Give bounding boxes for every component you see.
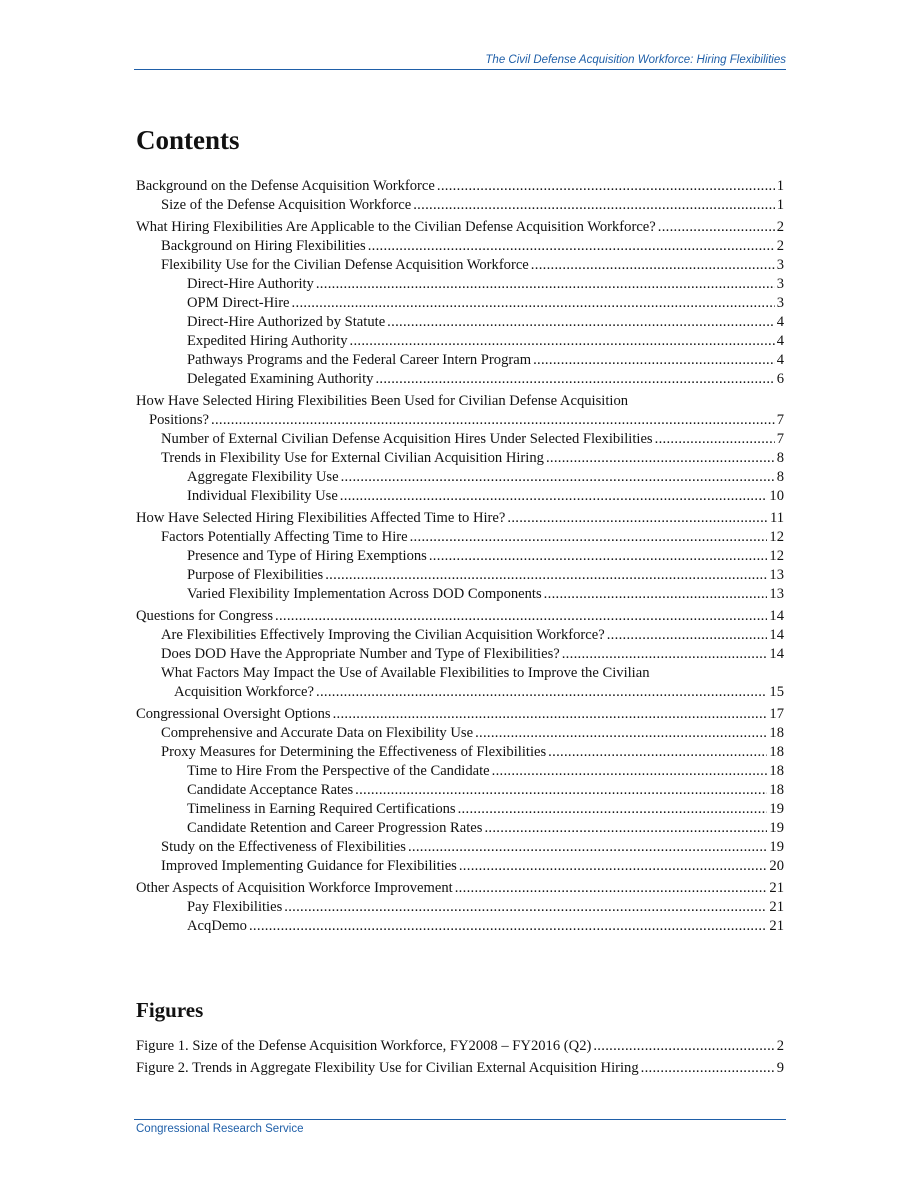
dot-leader — [340, 487, 768, 506]
toc-entry[interactable] — [136, 275, 784, 294]
toc-entry-page-number: 18 — [769, 782, 784, 798]
figure-entry-title: Figure 2. Trends in Aggregate Flexibility Use for Civilian External Acquisition Hiring — [136, 1060, 639, 1076]
dot-leader — [484, 819, 767, 838]
toc-entry-title: Timeliness in Earning Required Certifications — [187, 801, 456, 817]
toc-entry-title: Direct-Hire Authorized by Statute — [187, 314, 386, 330]
toc-entry-title: Questions for Congress — [136, 608, 274, 624]
toc-entry[interactable] — [136, 218, 784, 237]
toc-entry-page-number: 6 — [776, 371, 784, 387]
toc-entry[interactable] — [136, 724, 784, 743]
toc-entry-page-number: 19 — [769, 839, 784, 855]
toc-entry-page-number: 14 — [769, 627, 784, 643]
dot-leader — [475, 724, 767, 743]
dot-leader — [249, 917, 767, 936]
toc-entry-page-number: 19 — [769, 820, 784, 836]
toc-entry[interactable] — [136, 879, 784, 898]
dot-leader — [341, 468, 775, 487]
toc-entry-title: Purpose of Flexibilities — [187, 567, 324, 583]
toc-entry-page-number: 11 — [769, 510, 784, 526]
toc-entry-title: Are Flexibilities Effectively Improving the Civilian Acquisition Workforce? — [161, 627, 605, 643]
toc-entry[interactable] — [136, 917, 784, 936]
dot-leader — [429, 547, 768, 566]
dot-leader — [350, 332, 775, 351]
toc-entry-page-number: 13 — [769, 567, 784, 583]
toc-entry-title: OPM Direct-Hire — [187, 295, 290, 311]
toc-entry-page-number: 18 — [769, 744, 784, 760]
toc-entry-page-number: 17 — [769, 706, 784, 722]
toc-entry[interactable] — [136, 177, 784, 196]
dot-leader — [655, 430, 775, 449]
toc-entry[interactable] — [136, 683, 784, 702]
dot-leader — [211, 411, 775, 430]
dot-leader — [658, 218, 775, 237]
dot-leader — [387, 313, 775, 332]
toc-entry-page-number: 4 — [776, 314, 784, 330]
toc-entry[interactable] — [136, 838, 784, 857]
toc-entry-title: Trends in Flexibility Use for External Civilian Acquisition Hiring — [161, 450, 544, 466]
toc-entry-title: Does DOD Have the Appropriate Number and Type of Flexibilities? — [161, 646, 560, 662]
toc-entry-title: Proxy Measures for Determining the Effectiveness of Flexibilities — [161, 744, 547, 760]
toc-entry[interactable] — [136, 313, 784, 332]
dot-leader — [459, 857, 768, 876]
toc-entry-page-number: 8 — [776, 450, 784, 466]
toc-entry-page-number: 2 — [776, 219, 784, 235]
dot-leader — [410, 528, 768, 547]
toc-entry-page-number: 3 — [776, 295, 784, 311]
toc-entry[interactable] — [136, 607, 784, 626]
toc-entry[interactable] — [136, 781, 784, 800]
toc-entry-page-number: 4 — [776, 352, 784, 368]
toc-entry-title: Acquisition Workforce? — [174, 684, 314, 700]
toc-entry-page-number: 20 — [769, 858, 784, 874]
dot-leader — [275, 607, 767, 626]
toc-entry-title: Background on the Defense Acquisition Workforce — [136, 178, 435, 194]
toc-entry-page-number: 1 — [776, 178, 784, 194]
dot-leader — [607, 626, 768, 645]
toc-entry-title: Size of the Defense Acquisition Workforce — [161, 197, 412, 213]
dot-leader — [492, 762, 768, 781]
toc-entry-page-number: 1 — [776, 197, 784, 213]
figure-entry-title: Figure 1. Size of the Defense Acquisition Workforce, FY2008 – FY2016 (Q2) — [136, 1038, 592, 1054]
toc-entry[interactable] — [136, 370, 784, 389]
toc-entry[interactable] — [136, 256, 784, 275]
toc-entry[interactable] — [136, 351, 784, 370]
toc-entry-page-number: 21 — [769, 899, 784, 915]
running-header: The Civil Defense Acquisition Workforce: Hiring Flexibilities — [485, 54, 786, 66]
toc-entry-page-number: 18 — [769, 725, 784, 741]
toc-entry-title: Positions? — [149, 412, 210, 428]
toc-entry[interactable] — [136, 528, 784, 547]
toc-entry-title: Individual Flexibility Use — [187, 488, 338, 504]
dot-leader — [375, 370, 774, 389]
toc-entry-title: Presence and Type of Hiring Exemptions — [187, 548, 427, 564]
figure-entry[interactable] — [136, 1059, 784, 1078]
toc-entry-page-number: 15 — [769, 684, 784, 700]
toc-entry[interactable] — [136, 857, 784, 876]
toc-entry-page-number: 8 — [776, 469, 784, 485]
toc-entry-title: Candidate Retention and Career Progression Rates — [187, 820, 483, 836]
dot-leader — [641, 1059, 775, 1078]
figure-entry-page-number: 9 — [776, 1060, 784, 1076]
dot-leader — [548, 743, 767, 762]
toc-entry-line1[interactable]: What Factors May Impact the Use of Available Flexibilities to Improve the Civilian — [161, 665, 650, 681]
toc-entry[interactable] — [136, 626, 784, 645]
toc-entry-page-number: 4 — [776, 333, 784, 349]
dot-leader — [316, 275, 775, 294]
toc-entry-title: Congressional Oversight Options — [136, 706, 331, 722]
dot-leader — [355, 781, 767, 800]
toc-entry[interactable] — [136, 762, 784, 781]
toc-entry-title: Candidate Acceptance Rates — [187, 782, 354, 798]
dot-leader — [562, 645, 768, 664]
toc-entry-title: What Hiring Flexibilities Are Applicable to the Civilian Defense Acquisition Workforce? — [136, 219, 656, 235]
dot-leader — [292, 294, 775, 313]
toc-entry-title: AcqDemo — [187, 918, 247, 934]
toc-entry-title: Flexibility Use for the Civilian Defense Acquisition Workforce — [161, 257, 529, 273]
dot-leader — [284, 898, 767, 917]
toc-entry-title: Study on the Effectiveness of Flexibilities — [161, 839, 406, 855]
figure-entry-page-number: 2 — [776, 1038, 784, 1054]
toc-entry-page-number: 12 — [769, 529, 784, 545]
toc-entry-page-number: 12 — [769, 548, 784, 564]
toc-entry-title: Other Aspects of Acquisition Workforce Improvement — [136, 880, 453, 896]
dot-leader — [546, 449, 775, 468]
toc-entry-title: Improved Implementing Guidance for Flexibilities — [161, 858, 457, 874]
toc-entry-page-number: 7 — [776, 431, 784, 447]
toc-entry-title: Pathways Programs and the Federal Career Intern Program — [187, 352, 532, 368]
header-rule — [134, 69, 786, 70]
toc-entry-page-number: 14 — [769, 608, 784, 624]
toc-entry-title: Varied Flexibility Implementation Across DOD Components — [187, 586, 542, 602]
toc-entry-page-number: 21 — [769, 918, 784, 934]
footer-rule — [134, 1119, 786, 1120]
toc-entry-title: Factors Potentially Affecting Time to Hire — [161, 529, 408, 545]
contents-title: Contents — [136, 125, 240, 155]
dot-leader — [531, 256, 775, 275]
toc-entry[interactable] — [136, 430, 784, 449]
dot-leader — [437, 177, 775, 196]
toc-entry[interactable] — [136, 819, 784, 838]
list-of-figures — [136, 1034, 784, 1078]
dot-leader — [458, 800, 768, 819]
toc-entry[interactable] — [136, 487, 784, 506]
figure-entry[interactable] — [136, 1037, 784, 1056]
toc-entry-title: Delegated Examining Authority — [187, 371, 374, 387]
toc-entry[interactable] — [136, 898, 784, 917]
toc-entry-page-number: 7 — [776, 412, 784, 428]
toc-entry[interactable] — [136, 566, 784, 585]
toc-entry[interactable] — [136, 411, 784, 430]
toc-entry[interactable] — [136, 743, 784, 762]
toc-entry-page-number: 14 — [769, 646, 784, 662]
toc-entry-line1[interactable]: How Have Selected Hiring Flexibilities Been Used for Civilian Defense Acquisition — [136, 393, 629, 409]
dot-leader — [413, 196, 774, 215]
dot-leader — [316, 683, 767, 702]
toc-entry-title: Aggregate Flexibility Use — [187, 469, 339, 485]
toc-entry-title: Comprehensive and Accurate Data on Flexibility Use — [161, 725, 474, 741]
figures-title: Figures — [136, 998, 204, 1022]
dot-leader — [533, 351, 775, 370]
toc-entry-title: Background on Hiring Flexibilities — [161, 238, 366, 254]
toc-entry-title: Time to Hire From the Perspective of the Candidate — [187, 763, 490, 779]
toc-entry-page-number: 21 — [769, 880, 784, 896]
dot-leader — [507, 509, 768, 528]
toc-entry-page-number: 3 — [776, 276, 784, 292]
toc-entry[interactable] — [136, 705, 784, 724]
toc-entry[interactable] — [136, 547, 784, 566]
dot-leader — [593, 1037, 774, 1056]
toc-entry[interactable] — [136, 294, 784, 313]
toc-entry-title: How Have Selected Hiring Flexibilities Affected Time to Hire? — [136, 510, 506, 526]
dot-leader — [455, 879, 768, 898]
toc-entry-title: Expedited Hiring Authority — [187, 333, 348, 349]
toc-entry[interactable] — [136, 237, 784, 256]
toc-entry-title: Pay Flexibilities — [187, 899, 283, 915]
toc-entry[interactable] — [136, 585, 784, 604]
toc-entry[interactable] — [136, 509, 784, 528]
toc-entry-page-number: 13 — [769, 586, 784, 602]
dot-leader — [333, 705, 768, 724]
dot-leader — [325, 566, 767, 585]
dot-leader — [368, 237, 775, 256]
toc-entry[interactable] — [136, 468, 784, 487]
toc-entry-page-number: 3 — [776, 257, 784, 273]
toc-entry-title: Number of External Civilian Defense Acquisition Hires Under Selected Flexibilities — [161, 431, 653, 447]
table-of-contents — [136, 174, 784, 936]
toc-entry-page-number: 2 — [776, 238, 784, 254]
toc-entry-page-number: 18 — [769, 763, 784, 779]
toc-entry[interactable] — [136, 332, 784, 351]
toc-entry-title: Direct-Hire Authority — [187, 276, 314, 292]
dot-leader — [544, 585, 768, 604]
toc-entry[interactable] — [136, 800, 784, 819]
dot-leader — [408, 838, 767, 857]
toc-entry[interactable] — [136, 449, 784, 468]
toc-entry[interactable] — [136, 645, 784, 664]
toc-entry-page-number: 10 — [769, 488, 784, 504]
toc-entry-page-number: 19 — [769, 801, 784, 817]
toc-entry[interactable] — [136, 196, 784, 215]
footer-org: Congressional Research Service — [136, 1123, 304, 1135]
